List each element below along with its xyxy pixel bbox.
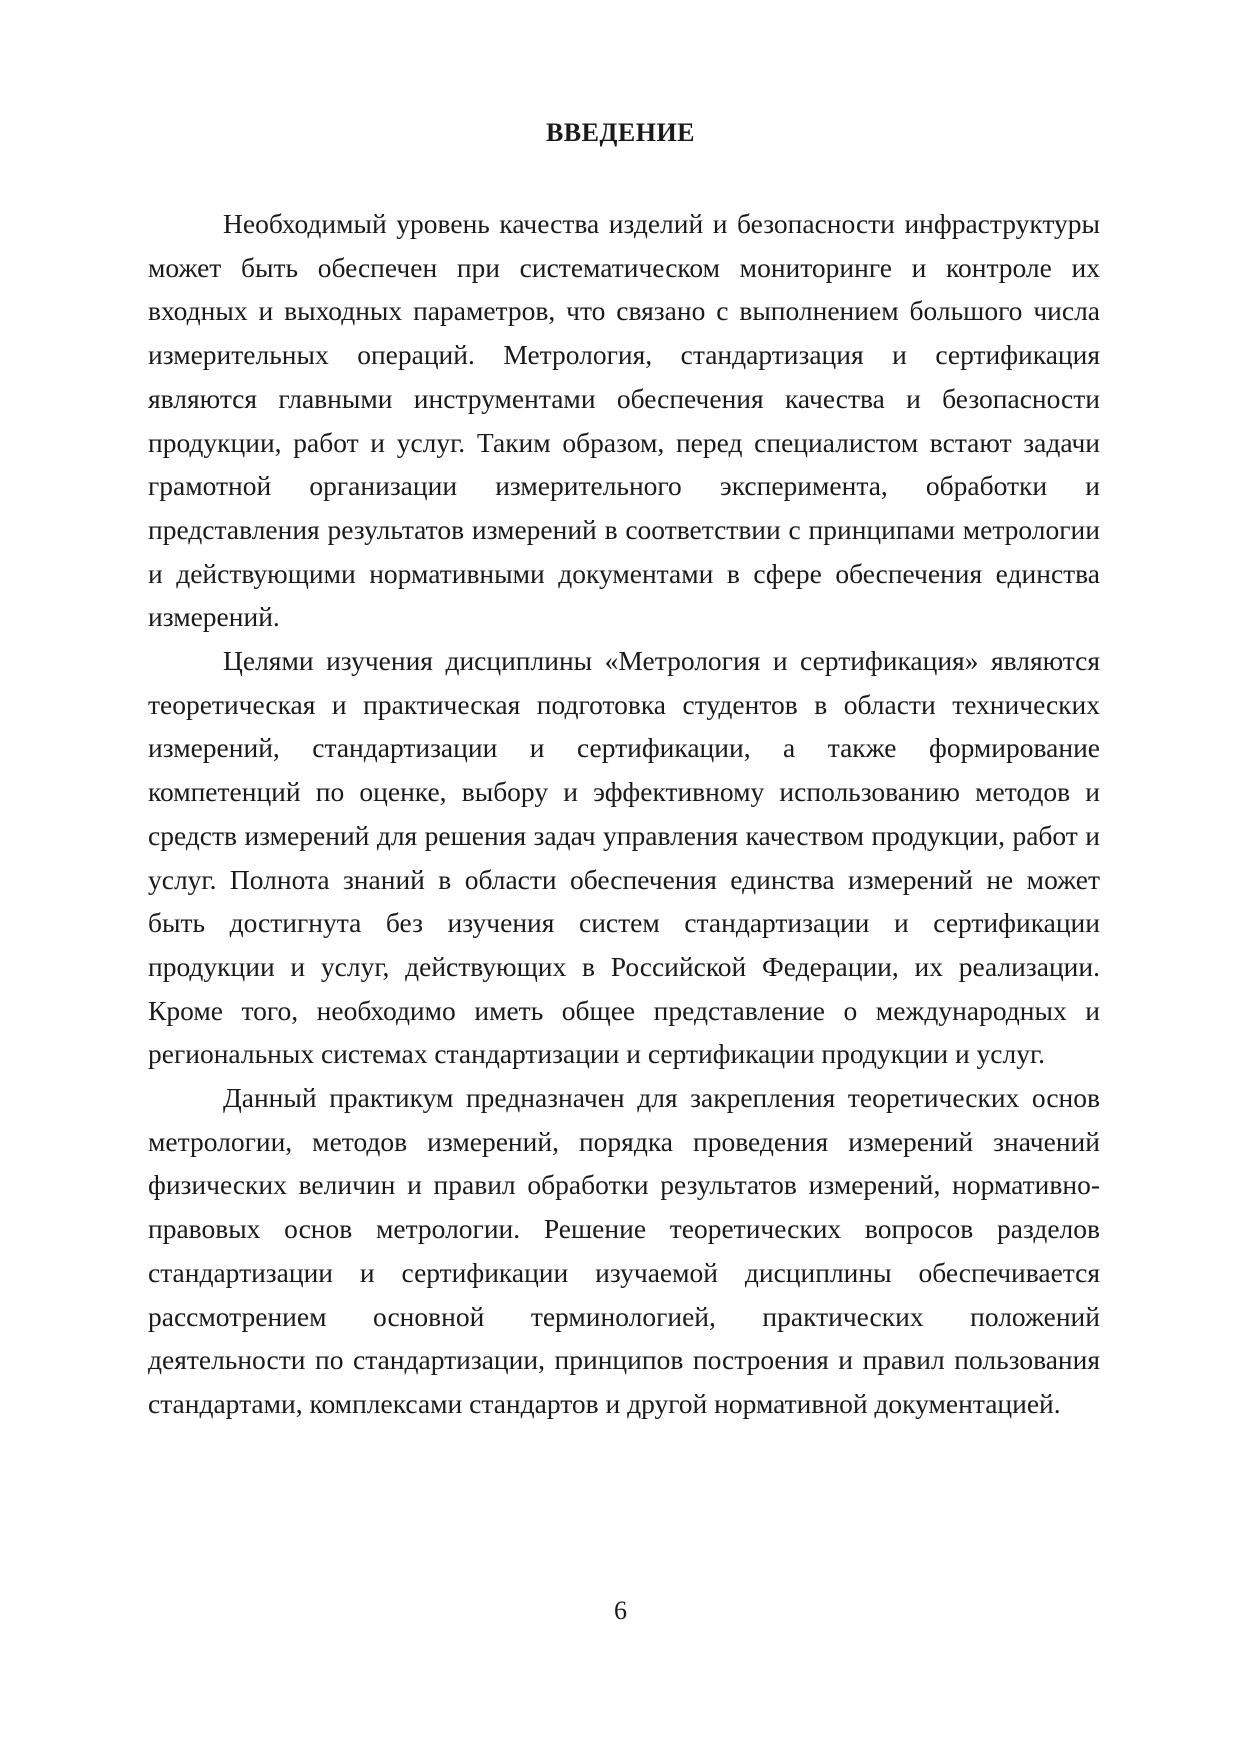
body-text bbox=[148, 202, 1100, 1426]
page-number: 6 bbox=[614, 1596, 627, 1625]
paragraph-2: Целями изучения дисциплины «Метрология и сертификация» являются теоретическая и практическая подготовка студентов в области технических измерений, стандартизации и сертификации, а также формирование компетенций по оценке, выбору и эффективному использованию методов и средств измерений для решения задач управления качеством продукции, работ и услуг. Полнота знаний в области обеспечения единства измерений не может быть достигнута без изучения систем стандартизации и сертификации продукции и услуг, действующих в Российской Федерации, их реализации. Кроме того, необходимо иметь общее представление о международных и региональных системах стандартизации и сертификации продукции и услуг. bbox=[148, 645, 1100, 1070]
section-heading: ВВЕДЕНИЕ bbox=[545, 118, 696, 147]
paragraph-3: Данный практикум предназначен для закрепления теоретических основ метрологии, методов измерений, порядка проведения измерений значений физических величин и правил обработки результатов измерений, нормативно-правовых основ метрологии. Решение теоретических вопросов разделов стандартизации и сертификации изучаемой дисциплины обеспечивается рассмотрением основной терминологией, практических положений деятельности по стандартизации, принципов построения и правил пользования стандартами, комплексами стандартов и другой нормативной документацией. bbox=[148, 1082, 1100, 1419]
paragraph-1: Необходимый уровень качества изделий и безопасности инфраструктуры может быть обеспечен при систематическом мониторинге и контроле их входных и выходных параметров, что связано с выполнением большого числа измерительных операций. Метрология, стандартизация и сертификация являются главными инструментами обеспечения качества и безопасности продукции, работ и услуг. Таким образом, перед специалистом встают задачи грамотной организации измерительного эксперимента, обработки и представления результатов измерений в соответствии с принципами метрологии и действующими нормативными документами в сфере обеспечения единства измерений. bbox=[148, 208, 1100, 633]
